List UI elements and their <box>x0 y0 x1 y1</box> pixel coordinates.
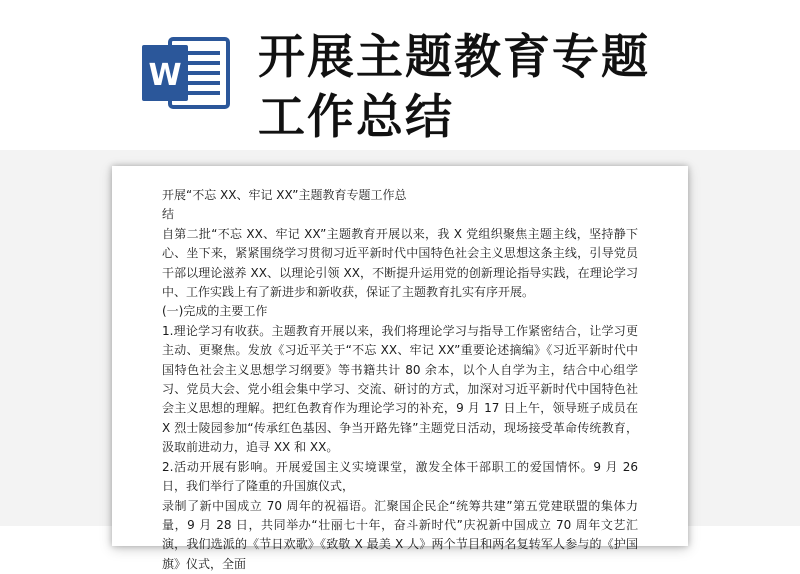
word-document-icon <box>140 35 232 111</box>
body-title-line: 开展“不忘 XX、牢记 XX”主题教育专题工作总 <box>162 186 638 205</box>
document-header <box>0 0 800 150</box>
body-title-wrap: 结 <box>162 205 638 224</box>
paragraph-activities-continued: 录制了新中国成立 70 周年的祝福语。汇聚国企民企“统筹共建”第五党建联盟的集体力量，9 月 28 日，共同举办“壮丽七十年，奋斗新时代”庆祝新中国成立 70 周年文艺汇演，我们选派的《节日欢歌》《致敬 X 最美 X 人》两个节目和两名复转军人参与的《护国旗》仪式，全面 <box>162 497 638 574</box>
section-heading: (一)完成的主要工作 <box>162 302 638 321</box>
paragraph-intro: 自第二批“不忘 XX、牢记 XX”主题教育开展以来，我 X 党组织聚焦主题主线，坚持静下心、坐下来，紧紧围绕学习贯彻习近平新时代中国特色社会主义思想这条主线，引导党员干部以理论滋养 XX、以理论引领 XX，不断提升运用党的创新理论指导实践，在理论学习中、工作实践上有了新进步和新收获，保证了主题教育扎实有序开展。 <box>162 225 638 303</box>
document-page <box>112 166 688 546</box>
paragraph-theory-study: 1.理论学习有收获。主题教育开展以来，我们将理论学习与指导工作紧密结合，让学习更主动、更聚焦。发放《习近平关于“不忘 XX、牢记 XX”重要论述摘编》《习近平新时代中国特色社会主义思想学习纲要》等书籍共计 80 余本，以个人自学为主，结合中心组学习、党员大会、党小组会集中学习、交流、研讨的方式，加深对习近平新时代中国特色社会主义思想的理解。把红色教育作为理论学习的补充，9 月 17 日上午，领导班子成员在 X 烈士陵园参加“传承红色基因、争当开路先锋”主题党日活动，现场接受革命传统教育，汲取前进动力，追寻 XX 和 XX。 <box>162 322 638 458</box>
document-title: 开展主题教育专题工作总结 <box>258 28 688 148</box>
paragraph-activities: 2.活动开展有影响。开展爱国主义实境课堂，激发全体干部职工的爱国情怀。9 月 26 日，我们举行了隆重的升国旗仪式， <box>162 458 638 497</box>
document-body <box>162 186 638 574</box>
svg-text:W: W <box>148 58 181 93</box>
